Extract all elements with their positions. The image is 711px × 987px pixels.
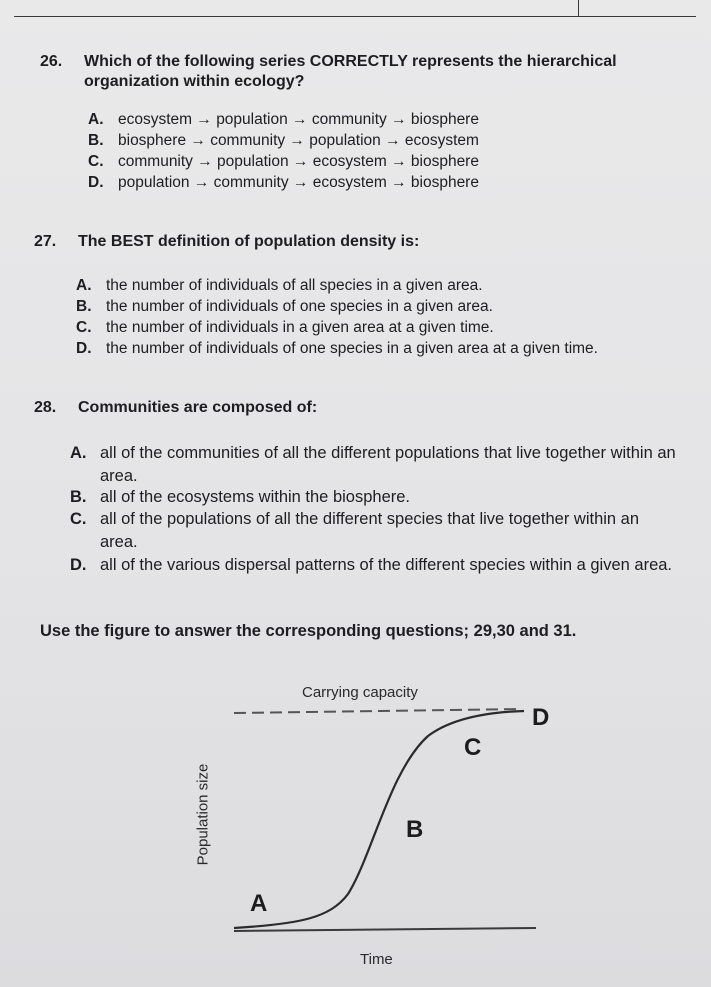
- option-letter: B.: [70, 488, 87, 506]
- option-letter: B.: [88, 132, 104, 149]
- x-axis-label: Time: [360, 951, 393, 968]
- option-letter: A.: [76, 277, 92, 294]
- option-letter: D.: [70, 556, 87, 574]
- point-label-b: B: [406, 816, 424, 843]
- option-letter: D.: [76, 340, 92, 357]
- option-text: population → community → ecosystem → biosphere: [118, 174, 479, 191]
- option-text: the number of individuals in a given area at a given time.: [106, 319, 494, 336]
- option-text: all of the communities of all the different populations that live together within an area.: [100, 444, 676, 485]
- point-label-d: D: [532, 704, 550, 731]
- option-letter: D.: [88, 174, 104, 191]
- option-letter: C.: [88, 153, 104, 170]
- option-letter: B.: [76, 298, 92, 315]
- question-text: Communities are composed of:: [78, 399, 318, 416]
- y-axis-label: Population size: [194, 763, 212, 866]
- growth-curve-graphic: [190, 678, 560, 978]
- top-rule: [14, 16, 696, 17]
- figure-instructions: Use the figure to answer the corresponding questions; 29,30 and 31.: [40, 622, 577, 640]
- point-label-a: A: [250, 890, 268, 917]
- option-text: ecosystem → population → community → biosphere: [118, 111, 479, 128]
- question-text: Which of the following series CORRECTLY represents the hierarchical organization within ecology?: [84, 53, 617, 90]
- x-axis: [234, 928, 536, 931]
- option-text: community → population → ecosystem → biosphere: [118, 153, 479, 170]
- carrying-capacity-label: Carrying capacity: [302, 684, 418, 701]
- top-rule-tick: [578, 0, 579, 17]
- option-text: biosphere → community → population → ecosystem: [118, 132, 479, 149]
- carrying-capacity-line: [234, 709, 522, 713]
- question-text: The BEST definition of population density is:: [78, 233, 420, 250]
- option-text: all of the various dispersal patterns of the different species within a given area.: [100, 556, 673, 574]
- option-text: all of the ecosystems within the biosphere.: [100, 488, 410, 506]
- option-text: the number of individuals of all species in a given area.: [106, 277, 483, 294]
- option-letter: C.: [70, 510, 87, 528]
- option-letter: A.: [88, 111, 104, 128]
- option-text: all of the populations of all the different species that live together within an area.: [100, 510, 640, 551]
- question-number: 26.: [40, 53, 63, 70]
- option-letter: A.: [70, 444, 87, 462]
- option-text: the number of individuals of one species in a given area.: [106, 298, 493, 315]
- logistic-growth-figure: [190, 678, 560, 978]
- question-number: 28.: [34, 399, 57, 416]
- option-letter: C.: [76, 319, 92, 336]
- question-number: 27.: [34, 233, 57, 250]
- option-text: the number of individuals of one species in a given area at a given time.: [106, 340, 598, 357]
- point-label-c: C: [464, 734, 482, 761]
